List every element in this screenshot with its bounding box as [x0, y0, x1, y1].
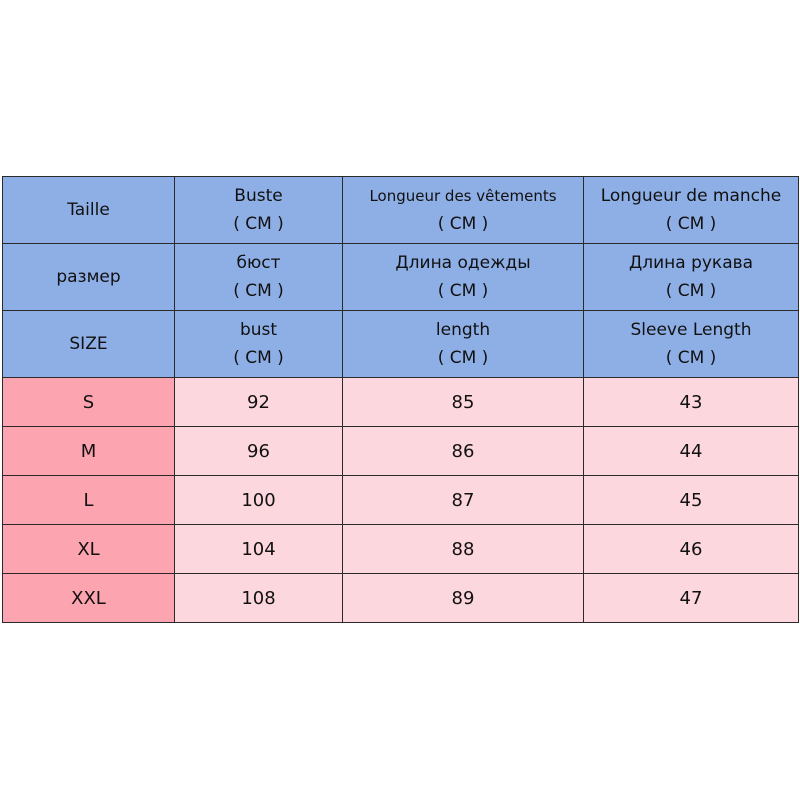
header-title: bust	[239, 320, 278, 340]
size-label: XL	[3, 525, 175, 574]
table-row	[3, 378, 799, 427]
header-row-english	[3, 311, 799, 378]
header-unit: ( CM )	[665, 214, 717, 234]
header-unit: ( CM )	[437, 214, 489, 234]
header-row-russian	[3, 244, 799, 311]
header-title: length	[435, 320, 491, 340]
header-unit: ( CM )	[665, 348, 717, 368]
bust-value: 96	[175, 427, 343, 476]
table-row	[3, 476, 799, 525]
header-unit: ( CM )	[233, 281, 284, 301]
bust-value: 92	[175, 378, 343, 427]
header-title: Longueur des vêtements	[369, 187, 557, 205]
header-cell-dlina-odezhdy	[343, 244, 584, 311]
length-value: 88	[343, 525, 584, 574]
header-title: Sleeve Length	[630, 320, 752, 340]
header-cell-length	[343, 311, 584, 378]
header-unit: ( CM )	[437, 348, 489, 368]
sleeve-value: 43	[584, 378, 799, 427]
header-title: Longueur de manche	[600, 186, 782, 206]
header-unit: ( CM )	[665, 281, 717, 301]
header-label-razmer: размер	[3, 244, 175, 311]
size-label: S	[3, 378, 175, 427]
table-row	[3, 574, 799, 623]
bust-value: 108	[175, 574, 343, 623]
header-cell-longueur-manche	[584, 177, 799, 244]
header-cell-longueur-vetements	[343, 177, 584, 244]
header-title: Buste	[234, 186, 283, 206]
sleeve-value: 45	[584, 476, 799, 525]
header-cell-bust	[175, 311, 343, 378]
header-label-taille: Taille	[3, 177, 175, 244]
table-row	[3, 525, 799, 574]
length-value: 85	[343, 378, 584, 427]
header-cell-byust	[175, 244, 343, 311]
bust-value: 100	[175, 476, 343, 525]
size-label: M	[3, 427, 175, 476]
header-cell-sleeve-length	[584, 311, 799, 378]
sleeve-value: 47	[584, 574, 799, 623]
header-cell-dlina-rukava	[584, 244, 799, 311]
header-unit: ( CM )	[233, 214, 284, 234]
bust-value: 104	[175, 525, 343, 574]
header-label-size: SIZE	[3, 311, 175, 378]
length-value: 89	[343, 574, 584, 623]
header-title: бюст	[236, 253, 281, 273]
header-unit: ( CM )	[437, 281, 489, 301]
length-value: 86	[343, 427, 584, 476]
sleeve-value: 44	[584, 427, 799, 476]
header-row-french	[3, 177, 799, 244]
header-title: Длина одежды	[395, 253, 531, 273]
length-value: 87	[343, 476, 584, 525]
size-label: XXL	[3, 574, 175, 623]
size-label: L	[3, 476, 175, 525]
header-title: Длина рукава	[628, 253, 754, 273]
table-row	[3, 427, 799, 476]
sleeve-value: 46	[584, 525, 799, 574]
header-cell-buste	[175, 177, 343, 244]
header-unit: ( CM )	[233, 348, 284, 368]
size-chart-table	[2, 176, 799, 623]
